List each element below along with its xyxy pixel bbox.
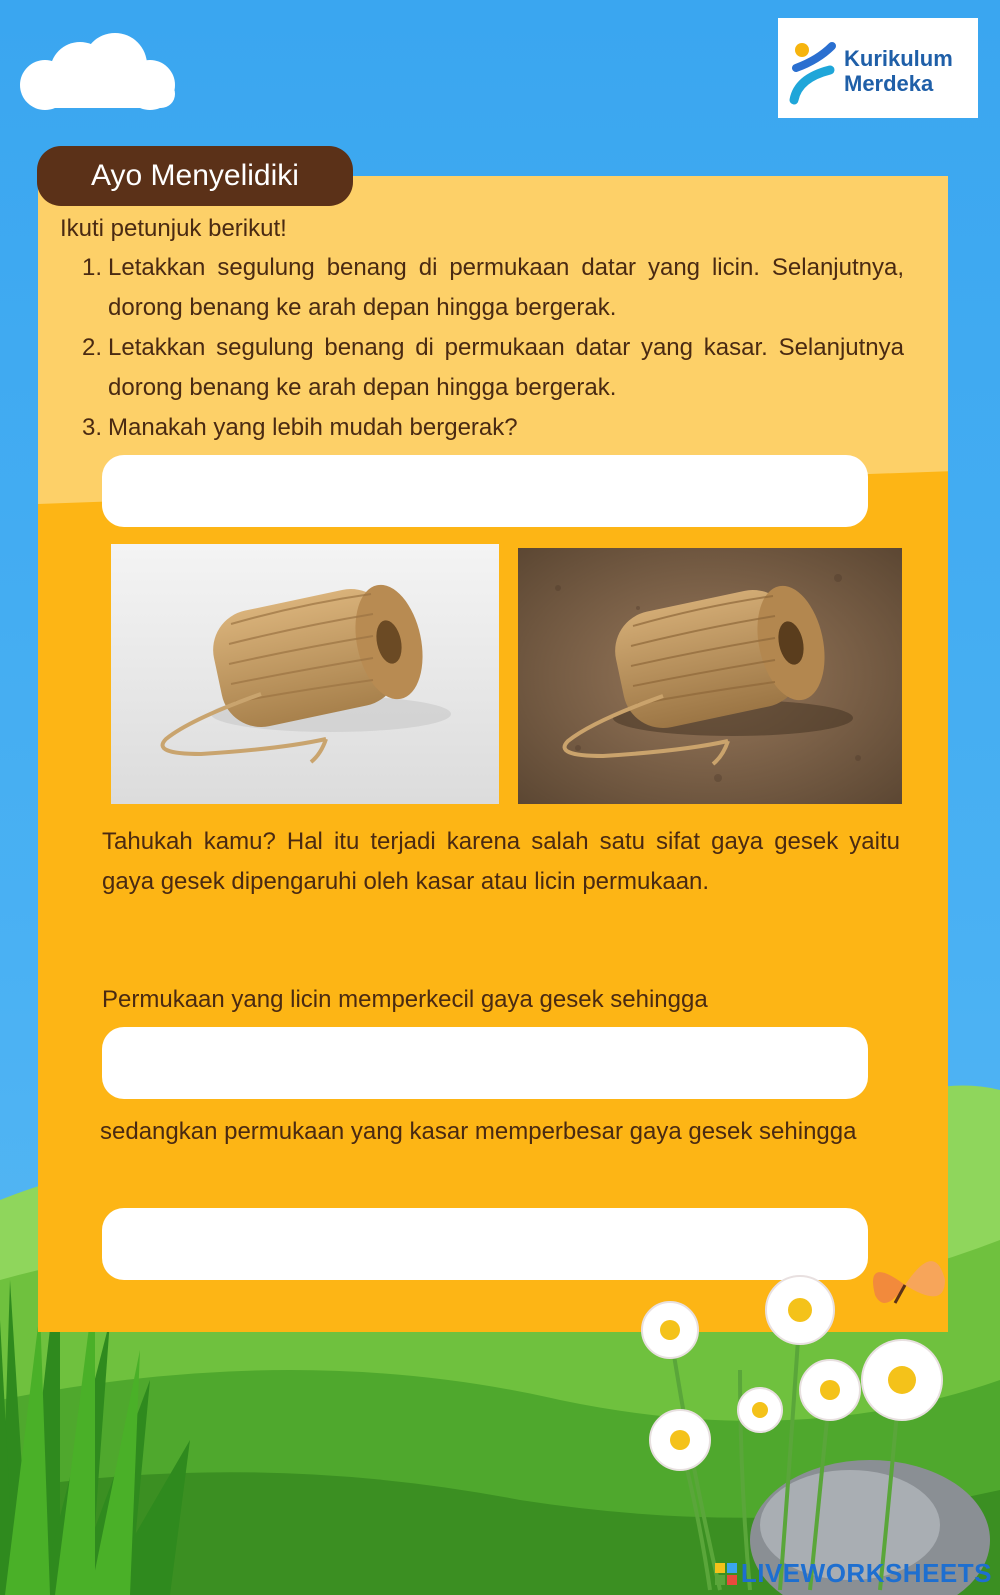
step-text: Letakkan segulung benang di permukaan datar yang kasar. Selanjutnya dorong benang ke arah depan hingga bergerak. <box>108 334 904 401</box>
list-item <box>82 408 904 448</box>
liveworksheets-logo-icon <box>715 1563 737 1585</box>
daisy-flowers-decoration <box>630 1260 970 1595</box>
answer-input-easier-movement[interactable] <box>102 455 868 527</box>
logo-line-1: Kurikulum <box>844 46 953 71</box>
steps-list <box>82 248 904 448</box>
prompt-smooth-surface: Permukaan yang licin memperkecil gaya gesek sehingga <box>102 986 708 1013</box>
logo-text <box>844 46 953 96</box>
list-item <box>82 328 904 408</box>
answer-input-smooth-surface[interactable] <box>102 1027 868 1099</box>
watermark-text: LIVEWORKSHEETS <box>740 1558 992 1588</box>
butterfly-icon <box>873 1261 945 1303</box>
instruction-heading: Ikuti petunjuk berikut! <box>60 215 287 242</box>
section-title: Ayo Menyelidiki <box>37 146 353 206</box>
prompt-rough-surface: sedangkan permukaan yang kasar memperbesar gaya gesek sehingga <box>100 1118 857 1145</box>
step-number: 2. <box>82 334 103 361</box>
list-item <box>82 248 904 328</box>
step-text: Manakah yang lebih mudah bergerak? <box>108 414 518 441</box>
photo-twine-rough-surface <box>518 548 902 804</box>
photo-twine-smooth-surface <box>111 544 499 804</box>
kurikulum-merdeka-logo <box>778 18 978 118</box>
explanation-text: Tahukah kamu? Hal itu terjadi karena salah satu sifat gaya gesek yaitu gaya gesek dipengaruhi oleh kasar atau licin permukaan. <box>102 828 900 895</box>
step-number: 1. <box>82 254 103 281</box>
logo-mark-icon <box>788 38 838 108</box>
step-number: 3. <box>82 414 103 441</box>
cloud-icon <box>5 30 180 110</box>
step-text: Letakkan segulung benang di permukaan datar yang licin. Selanjutnya, dorong benang ke arah depan hingga bergerak. <box>108 254 904 321</box>
logo-line-2: Merdeka <box>844 71 934 96</box>
liveworksheets-watermark <box>715 1558 992 1589</box>
